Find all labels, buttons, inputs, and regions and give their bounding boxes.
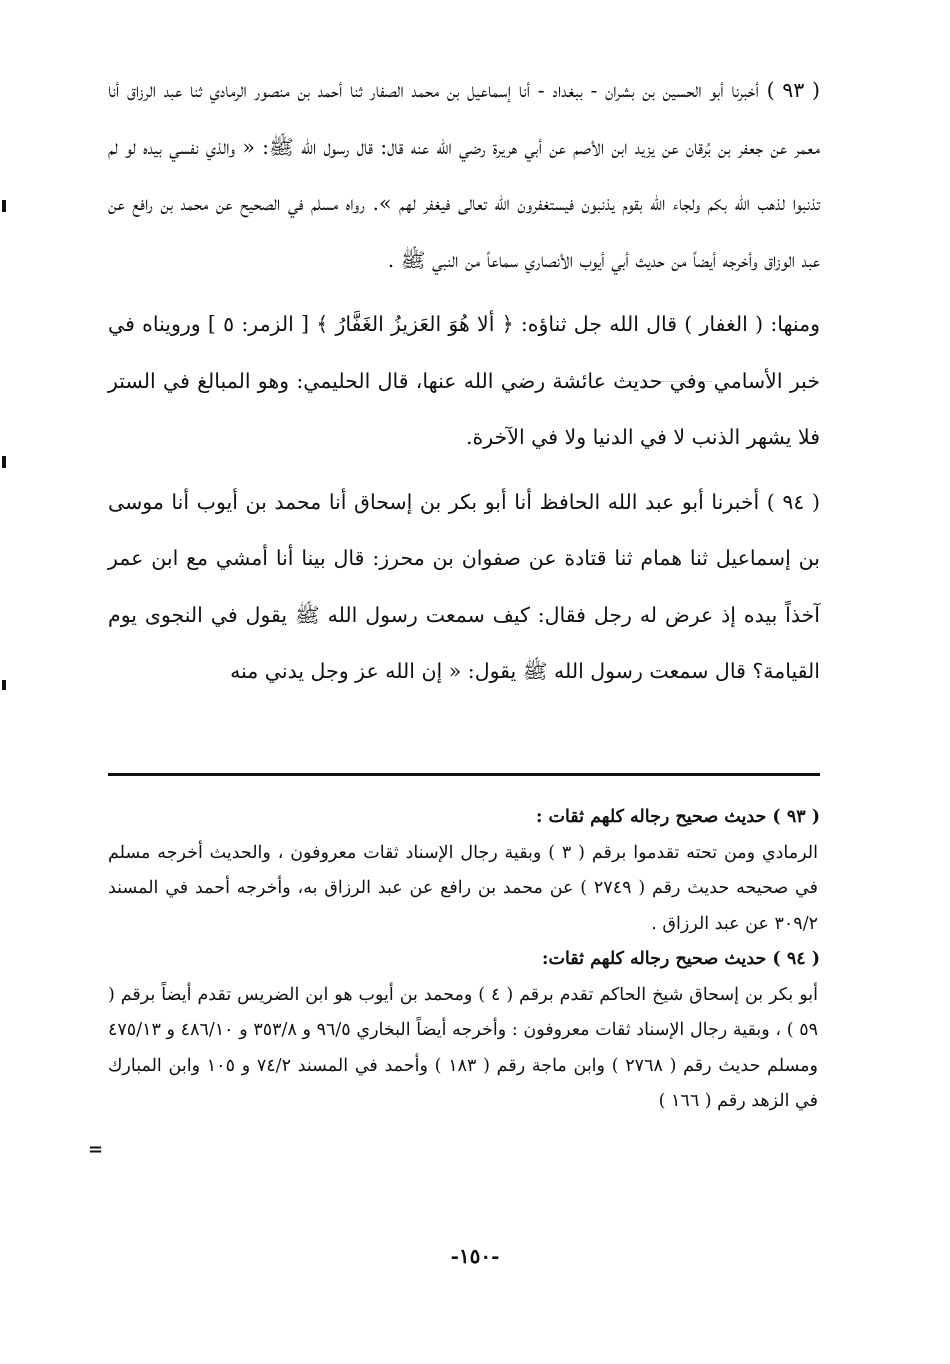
left-margin-mark [2, 200, 6, 212]
hadith-94-paragraph: ( ٩٤ ) أخبرنا أبو عبد الله الحافظ أنا أبو بكر بن إسحاق أنا محمد بن أيوب أنا موسى بن إسماعيل ثنا همام ثنا قتادة عن صفوان بن محرز: قال بينا أنا أمشي مع ابن عمر آخذاً بيده إذ عرض له رجل فقال: كيف سمعت رسول الله ﷺ يقول في النجوى يوم القيامة؟ قال سمعت رسول الله ﷺ يقول: « إن الله عز وجل يدني منه [108, 489, 821, 683]
footnote-94-heading: ( ٩٤ ) حديث صحيح رجاله كلهم ثقات: [542, 949, 820, 969]
left-margin-mark [2, 456, 6, 468]
page-number: -١٥٠- [450, 1244, 500, 1268]
continuation-mark: = [88, 1139, 104, 1160]
footnotes [108, 800, 820, 1120]
main-text [108, 62, 820, 700]
footnote-93-body: الرمادي ومن تحته تقدموا برقم ( ٣ ) وبقية رجال الإسناد ثقات معروفون ، والحديث أخرجه مسلم في صحيحه حديث رقم ( ٢٧٤٩ ) عن محمد بن رافع عن عبد الرزاق به، وأخرجه أحمد في المسند ٣٠٩/٢ عن عبد الرزاق . [108, 842, 818, 934]
al-ghaffar-paragraph: ومنها: ( الغفار ) قال الله جل ثناؤه: ﴿ ألا هُوَ العَزيزُ الغَفَّارُ ﴾ [ الزمر: ٥ ] ورويناه في خبر الأسامي وفي حديث عائشة رضي الله عنها، قال الحليمي: وهو المبالغ في الستر فلا يشهر الذنب لا في الدنيا ولا في الآخرة. [108, 312, 820, 449]
footnote-separator [108, 773, 820, 776]
hadith-93-paragraph: ( ٩٣ ) أخبرنا أبو الحسين بن بشران - ببغداد - أنا إسماعيل بن محمد الصفار ثنا أحمد بن منصور الرمادي ثنا عبد الرزاق أنا معمر عن جعفر بن بُرقان عن يزيد ابن الأصم عن أبي هريرة رضي الله عنه قال: قال رسول الله ﷺ: « والذي نفسي بيده لو لم تذنبوا لذهب الله بكم ولجاء الله بقوم يذنبون فيستغفرون الله تعالى فيغفر لهم ». رواه مسلم في الصحيح عن محمد بن رافع عن عبد الوزاق وأخرجه أيضاً من حديث أبي أيوب الأنصاري سماعاً من النبي ﷺ . [108, 78, 821, 272]
left-margin-mark [2, 680, 6, 690]
footnote-93-heading: ( ٩٣ ) حديث صحيح رجاله كلهم ثقات : [535, 807, 820, 827]
footnote-94-body: أبو بكر بن إسحاق شيخ الحاكم تقدم برقم ( ٤ ) ومحمد بن أيوب هو ابن الضريس تقدم أيضاً برقم ( ٥٩ ) ، وبقية رجال الإسناد ثقات معروفون : وأخرجه أيضاً البخاري ٩٦/٥ و ٣٥٣/٨ و ٤٨٦/١٠ و ٤٧٥/١٣ ومسلم حديث رقم ( ٢٧٦٨ ) وابن ماجة رقم ( ١٨٣ ) وأحمد في المسند ٧٤/٢ و ١٠٥ وابن المبارك في الزهد رقم ( ١٦٦ ) [108, 984, 819, 1111]
